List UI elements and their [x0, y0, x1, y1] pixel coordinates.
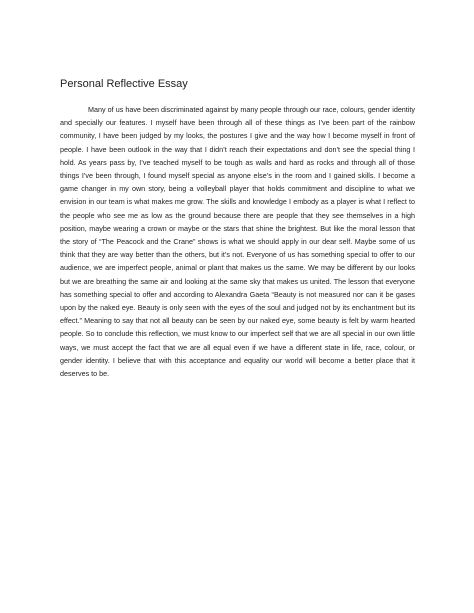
essay-paragraph: Many of us have been discriminated against by many people through our race, colours, gender identity and specially our features. I myself have been through all of these things as I’ve been part of the rainbow community, I have been judged by my looks, the postures I give and the way how I become myself in front of people. I have been outlook in the way that I didn’t reach their expectations and don’t see the special thing I hold. As years pass by, I’ve teached myself to be tough as walls and hard as rocks and through all of those things I’ve been through, I found myself special as anyone else’s in the room and I gained skills. I become a game changer in my own story, being a volleyball player that holds commitment and discipline to what we envision in our team is what makes me grow. The skills and knowledge I embody as a player is what I reflect to the people who see me as low as the ground because there are people that they see themselves in a high position, maybe wearing a crown or maybe or the stars that shine the brightest. But like the moral lesson that the story of “The Peacock and the Crane” shows is what we should apply in our dear self. Maybe some of us think that they are way better than the others, but it’s not. Everyone of us has something special to offer to our audience, we are imperfect people, animal or plant that makes us the same. We may be different by our looks but we are breathing the same air and looking at the same sky that makes us united. The lesson that everyone has something special to offer and according to Alexandra Gaeta “Beauty is not measured nor can it be gases upon by the naked eye. Beauty is only seen with the eyes of the soul and judged not by its enchantment but its effect.” Meaning to say that not all beauty can be seen by our naked eye, some beauty is felt by warm hearted people. So to conclude this reflection, we must know to our imperfect self that we are all special in our own little ways, we must accept the fact that we are all equal even if we have a different state in life, race, colour, or gender identity. I believe that with this acceptance and equality our world will become a better place that it deserves to be. — [60, 105, 415, 379]
document-title: Personal Reflective Essay — [60, 78, 188, 90]
